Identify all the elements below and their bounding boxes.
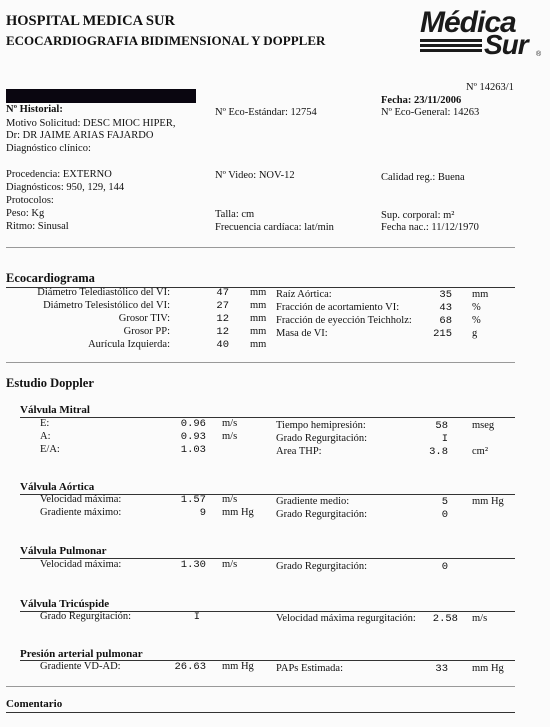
- aortica-title: Válvula Aórtica: [20, 481, 95, 493]
- procedencia: Procedencia: EXTERNO: [6, 169, 112, 180]
- measure-value: 2.58: [432, 613, 458, 625]
- measure-unit: mm: [250, 287, 267, 298]
- measure-value: 215: [433, 328, 452, 340]
- measure-unit: g: [472, 328, 478, 339]
- measure-label: A:: [40, 431, 51, 442]
- measure-label: Velocidad máxima:: [40, 559, 122, 570]
- talla: Talla: cm: [215, 209, 255, 220]
- hospital-title: HOSPITAL MEDICA SUR: [6, 13, 175, 29]
- measure-value: 12: [216, 313, 229, 325]
- section-doppler-title: Estudio Doppler: [6, 376, 94, 390]
- measure-unit: mm: [250, 300, 267, 311]
- mitral-title: Válvula Mitral: [20, 404, 90, 416]
- fecha-nacimiento: Fecha nac.: 11/12/1970: [381, 222, 479, 233]
- measure-label: Velocidad máxima:: [40, 494, 122, 505]
- section-ecocardiograma-title: Ecocardiograma: [6, 271, 95, 285]
- medica-sur-logo: [418, 4, 546, 60]
- measure-unit: mm Hg: [222, 661, 254, 672]
- svg-text:®: ®: [536, 51, 542, 58]
- measure-value: 43: [439, 302, 452, 314]
- report-number: Nº 14263/1: [466, 82, 514, 93]
- divider: [6, 712, 515, 713]
- measure-label: Grado Regurgitación:: [276, 561, 368, 572]
- measure-label: PAPs Estimada:: [276, 663, 343, 674]
- measure-value: 0: [441, 561, 448, 573]
- measure-label: Diámetro Telediastólico del VI:: [37, 287, 170, 298]
- measure-unit: mm: [250, 313, 267, 324]
- measure-label: Masa de VI:: [276, 328, 328, 339]
- measure-label: Fracción de acortamiento VI:: [276, 302, 400, 313]
- measure-value: 1.30: [180, 559, 206, 571]
- measure-value: 35: [439, 289, 452, 301]
- measure-label: Grosor TIV:: [118, 313, 170, 324]
- divider: [6, 247, 515, 248]
- measure-label: Tiempo hemipresión:: [276, 420, 366, 431]
- fecha: Fecha: 23/11/2006: [381, 95, 462, 106]
- measure-label: Grado Regurgitación:: [276, 433, 368, 444]
- measure-unit: %: [472, 302, 481, 313]
- doctor-name: Dr: DR JAIME ARIAS FAJARDO: [6, 130, 154, 141]
- calidad-registro: Calidad reg.: Buena: [381, 172, 465, 183]
- ritmo: Ritmo: Sinusal: [6, 221, 69, 232]
- motivo-solicitud: Motivo Solicitud: DESC MIOC HIPER,: [6, 118, 176, 129]
- pulmonar-title: Válvula Pulmonar: [20, 545, 107, 557]
- measure-unit: m/s: [222, 431, 238, 442]
- measure-unit: mm: [250, 326, 267, 337]
- divider: [6, 362, 515, 363]
- measure-unit: mm Hg: [472, 663, 504, 674]
- measure-unit: m/s: [222, 494, 238, 505]
- measure-label: E/A:: [40, 444, 60, 455]
- protocolos: Protocolos:: [6, 195, 54, 206]
- historial-label: Nº Historial:: [6, 104, 63, 115]
- redacted-name-bar: [6, 89, 196, 103]
- measure-unit: m/s: [222, 418, 238, 429]
- diagnostico-clinico: Diagnóstico clínico:: [6, 143, 91, 154]
- presion-title: Presión arterial pulmonar: [20, 648, 143, 660]
- eco-general: Nº Eco-General: 14263: [381, 107, 480, 118]
- divider: [6, 686, 515, 687]
- measure-label: Velocidad máxima regurgitación:: [276, 613, 416, 624]
- measure-label: Grosor PP:: [123, 326, 170, 337]
- measure-label: Aurícula Izquierda:: [88, 339, 170, 350]
- measure-label: Grado Regurgitación:: [276, 509, 368, 520]
- measure-value: 68: [439, 315, 452, 327]
- eco-estandar: Nº Eco-Estándar: 12754: [215, 107, 317, 118]
- measure-value: I: [193, 611, 200, 623]
- measure-label: E:: [40, 418, 50, 429]
- superficie-corporal: Sup. corporal: m²: [381, 210, 455, 221]
- report-subtitle: ECOCARDIOGRAFIA BIDIMENSIONAL Y DOPPLER: [6, 33, 326, 48]
- frecuencia-cardiaca: Frecuencia cardíaca: lat/min: [215, 222, 334, 233]
- measure-value: 58: [435, 420, 448, 432]
- measure-label: Diámetro Telesistólico del VI:: [43, 300, 170, 311]
- diagnosticos: Diagnósticos: 950, 129, 144: [6, 182, 125, 193]
- measure-label: Gradiente VD-AD:: [40, 661, 121, 672]
- measure-unit: m/s: [472, 613, 488, 624]
- measure-value: 9: [199, 507, 206, 519]
- measure-value: 12: [216, 326, 229, 338]
- measure-label: Fracción de eyección Teichholz:: [276, 315, 412, 326]
- measure-unit: mseg: [472, 420, 495, 431]
- measure-value: 40: [216, 339, 229, 351]
- measure-label: Area THP:: [276, 446, 322, 457]
- measure-value: 0.93: [180, 431, 206, 443]
- measure-unit: mm Hg: [222, 507, 254, 518]
- measure-value: 0: [441, 509, 448, 521]
- measure-value: 0.96: [180, 418, 206, 430]
- measure-value: 27: [216, 300, 229, 312]
- tricuspide-title: Válvula Tricúspide: [20, 598, 110, 610]
- measure-value: 47: [216, 287, 229, 299]
- comentario-title: Comentario: [6, 698, 63, 710]
- measure-unit: mm: [250, 339, 267, 350]
- svg-text:Médica: Médica: [420, 6, 516, 39]
- measure-label: Gradiente medio:: [276, 496, 350, 507]
- peso: Peso: Kg: [6, 208, 45, 219]
- measure-value: 33: [435, 663, 448, 675]
- measure-unit: %: [472, 315, 481, 326]
- divider: [20, 417, 515, 418]
- measure-unit: mm: [472, 289, 489, 300]
- svg-text:Sur: Sur: [484, 29, 528, 60]
- measure-value: I: [441, 433, 448, 445]
- measure-unit: cm²: [472, 446, 488, 457]
- measure-value: 1.03: [180, 444, 206, 456]
- video: Nº Video: NOV-12: [215, 170, 295, 181]
- measure-value: 3.8: [429, 446, 448, 458]
- measure-unit: mm Hg: [472, 496, 504, 507]
- measure-value: 5: [441, 496, 448, 508]
- measure-label: Gradiente máximo:: [40, 507, 122, 518]
- measure-label: Grado Regurgitación:: [40, 611, 132, 622]
- measure-value: 1.57: [180, 494, 206, 506]
- measure-unit: m/s: [222, 559, 238, 570]
- measure-label: Raíz Aórtica:: [276, 289, 332, 300]
- measure-value: 26.63: [174, 661, 206, 673]
